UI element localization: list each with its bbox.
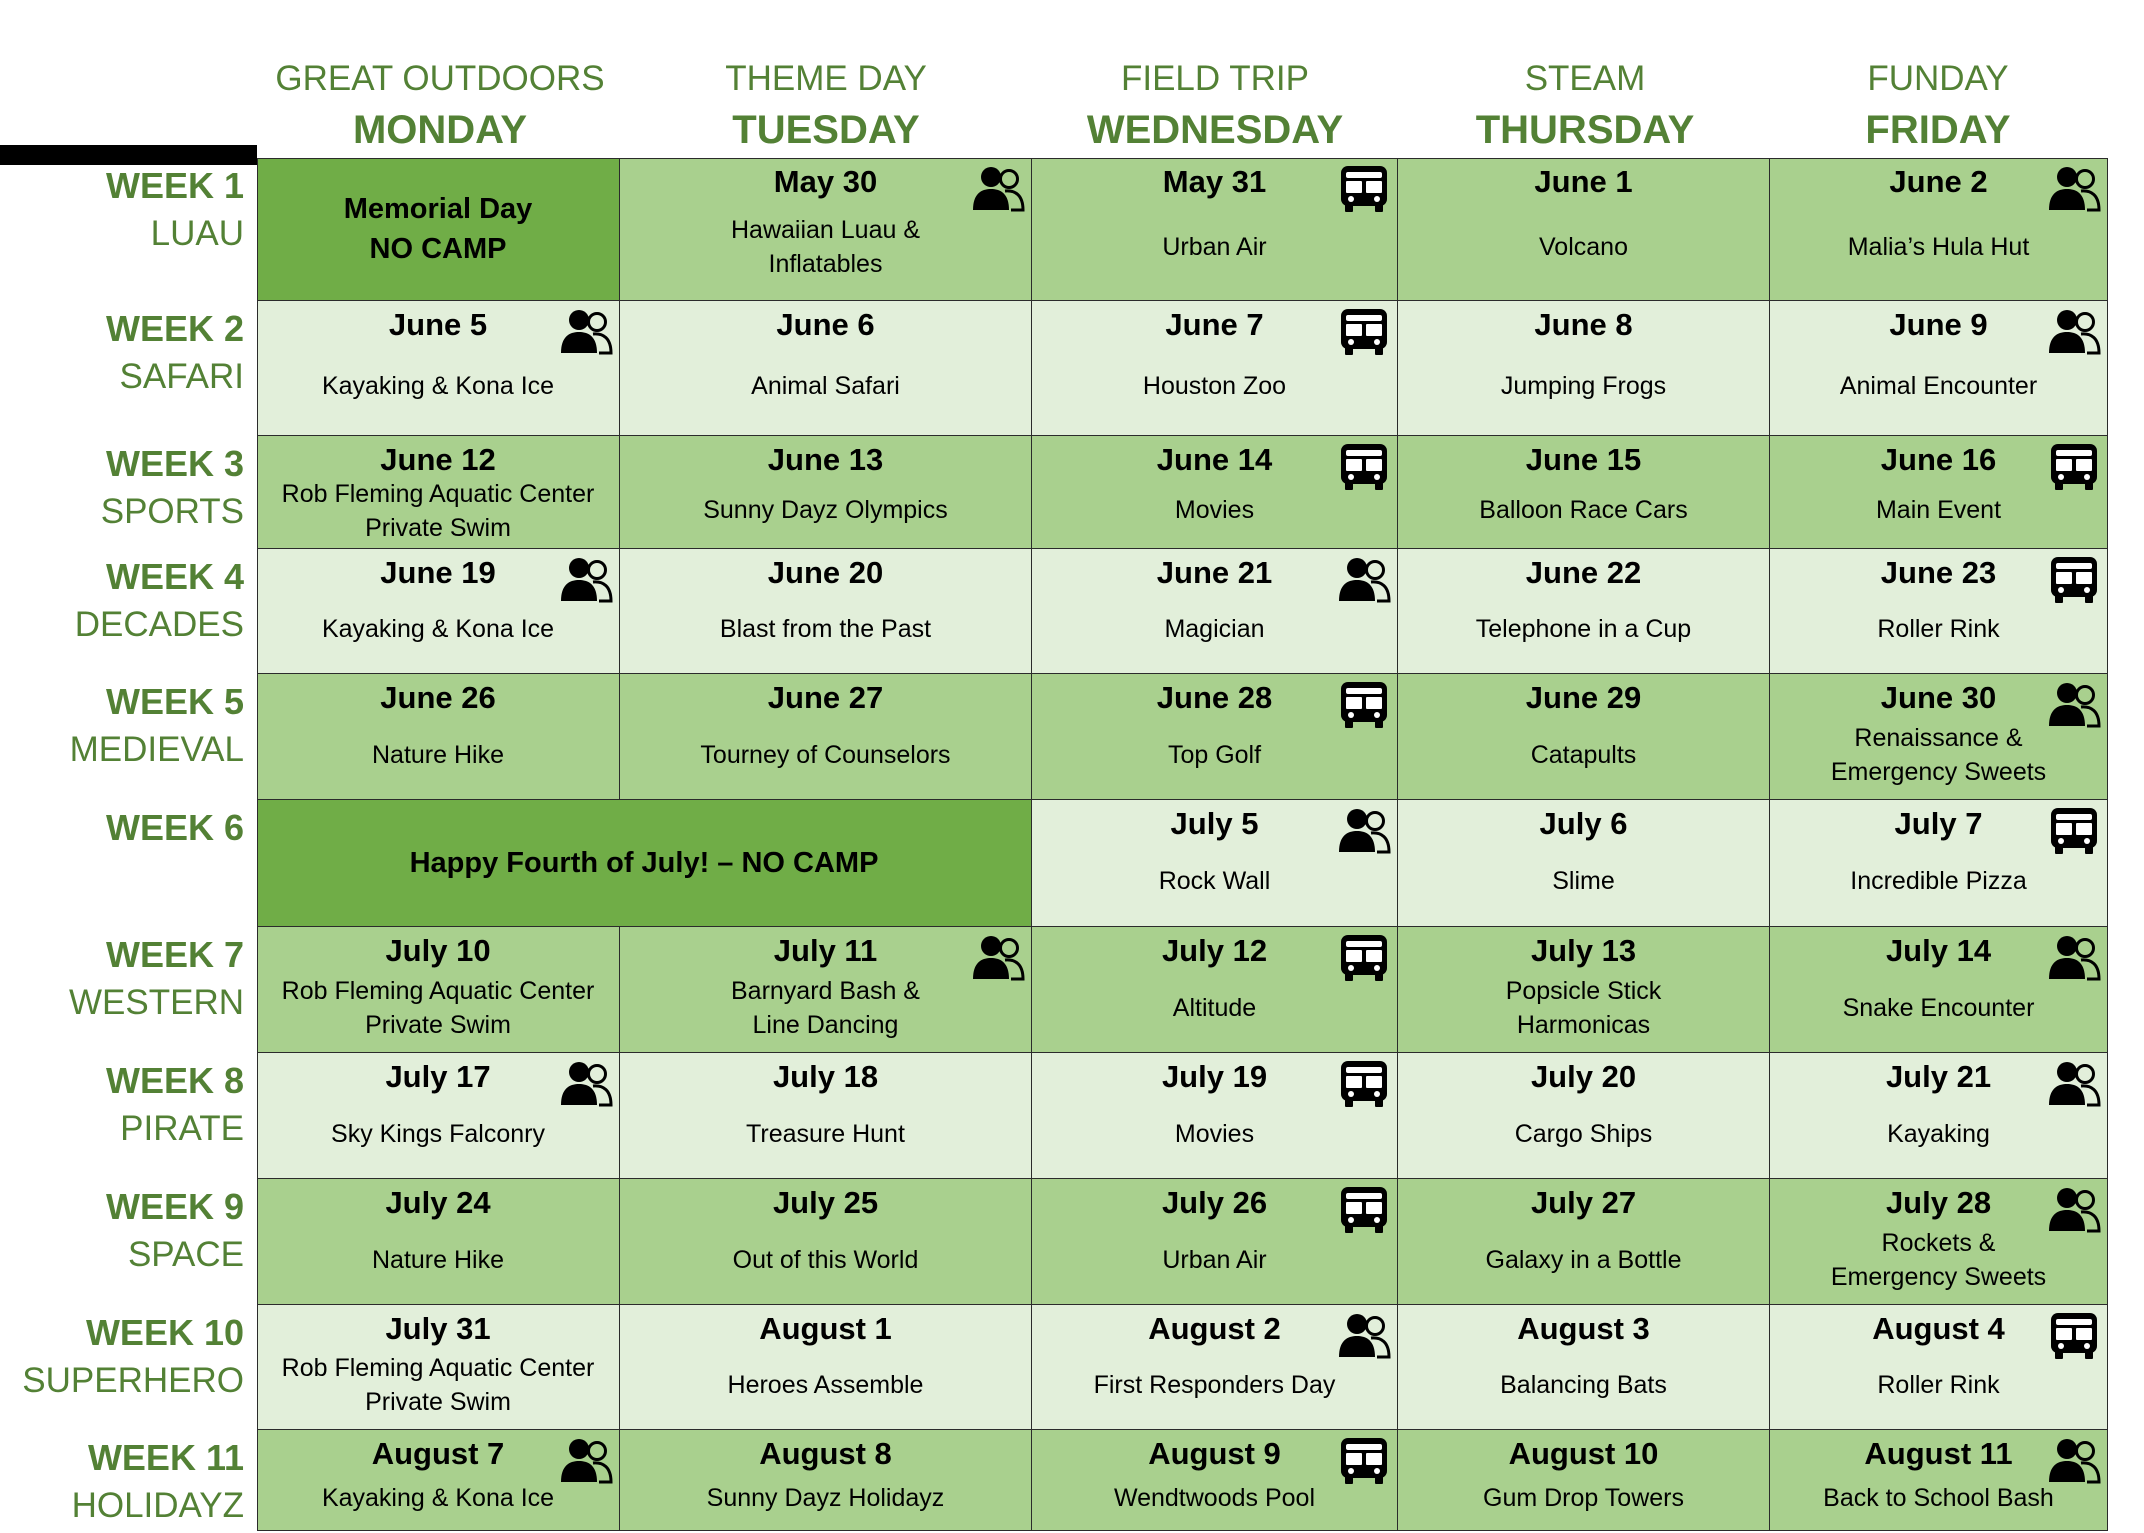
week-theme: LUAU	[150, 214, 244, 253]
day-cell	[1398, 1053, 1770, 1179]
cell-date: June 16	[1880, 442, 1997, 477]
day-name-label: MONDAY	[352, 108, 528, 152]
day-cell	[1770, 1430, 2108, 1531]
day-cell	[1398, 674, 1770, 800]
day-cell	[1032, 927, 1398, 1053]
cell-date: June 22	[1525, 555, 1642, 590]
day-cell	[1398, 436, 1770, 549]
day-cell	[1770, 1305, 2108, 1430]
cell-activity: Movies	[1174, 496, 1255, 524]
cell-activity: Out of this World	[732, 1246, 919, 1274]
cell-date: June 20	[767, 555, 884, 590]
cell-date: June 26	[380, 680, 496, 715]
cell-date: July 20	[1530, 1059, 1637, 1094]
week-label-3	[0, 438, 244, 551]
day-cell	[1770, 1053, 2108, 1179]
cell-activity: Renaissance & Emergency Sweets	[1830, 724, 2047, 786]
week-number: WEEK 9	[105, 1186, 244, 1227]
day-cell	[1032, 1305, 1398, 1430]
people-icon	[559, 555, 613, 605]
cell-date: June 14	[1156, 442, 1273, 477]
day-theme-label: FIELD TRIP	[1120, 59, 1309, 98]
cell-activity: Sunny Dayz Olympics	[703, 496, 948, 524]
day-cell	[620, 927, 1032, 1053]
cell-date: July 18	[772, 1059, 879, 1094]
day-cell	[1032, 158, 1398, 301]
day-cell	[620, 1179, 1032, 1305]
day-name-label: WEDNESDAY	[1086, 108, 1344, 152]
cell-activity: Slime	[1552, 867, 1615, 895]
cell-date: July 31	[385, 1311, 491, 1346]
day-header-tuesday	[646, 55, 1006, 160]
week-number: WEEK 8	[105, 1060, 244, 1101]
people-icon	[2047, 1436, 2101, 1486]
cell-activity: Sky Kings Falconry	[331, 1120, 545, 1148]
day-header-wednesday	[1035, 55, 1395, 160]
bus-icon	[1337, 442, 1391, 492]
day-cell	[1770, 549, 2108, 674]
bus-icon	[2047, 806, 2101, 856]
day-theme-label: GREAT OUTDOORS	[275, 59, 605, 98]
cell-activity: Altitude	[1172, 994, 1257, 1022]
day-cell	[257, 436, 620, 549]
bus-icon	[1337, 1185, 1391, 1235]
week-number: WEEK 7	[105, 934, 244, 975]
day-header-friday	[1758, 55, 2118, 160]
day-cell	[620, 1053, 1032, 1179]
no-camp-cell: Memorial Day NO CAMP	[257, 158, 620, 301]
people-icon	[2047, 933, 2101, 983]
cell-activity: Balloon Race Cars	[1479, 496, 1688, 524]
day-cell	[1398, 1305, 1770, 1430]
week-number: WEEK 1	[105, 165, 244, 206]
cell-activity: Hawaiian Luau & Inflatables	[730, 216, 920, 278]
day-header-thursday	[1405, 55, 1765, 160]
day-cell	[257, 1179, 620, 1305]
week-label-7	[0, 929, 244, 1055]
cell-activity: Kayaking & Kona Ice	[321, 1484, 555, 1512]
week-number: WEEK 6	[105, 807, 244, 848]
cell-activity: Roller Rink	[1877, 1371, 2000, 1399]
day-cell	[1398, 158, 1770, 301]
cell-date: July 24	[385, 1185, 491, 1220]
cell-date: June 29	[1525, 680, 1642, 715]
bus-icon	[1337, 933, 1391, 983]
cell-activity: Rob Fleming Aquatic Center Private Swim	[281, 977, 595, 1039]
cell-date: June 21	[1156, 555, 1273, 590]
cell-activity: Volcano	[1539, 233, 1628, 261]
cell-date: June 6	[776, 307, 875, 342]
people-icon	[2047, 1185, 2101, 1235]
cell-activity: Main Event	[1875, 496, 2002, 524]
cell-date: June 19	[380, 555, 496, 590]
day-cell	[1770, 674, 2108, 800]
cell-activity: Barnyard Bash & Line Dancing	[730, 977, 920, 1039]
cell-date: June 1	[1534, 164, 1633, 199]
week-label-11	[0, 1432, 244, 1533]
week-theme: HOLIDAYZ	[71, 1486, 244, 1525]
day-cell	[1032, 549, 1398, 674]
week-label-8	[0, 1055, 244, 1181]
cell-date: June 27	[767, 680, 884, 715]
day-theme-label: THEME DAY	[725, 59, 927, 98]
week-theme: MEDIEVAL	[69, 730, 244, 769]
week-label-1	[0, 160, 244, 303]
cell-activity: Rob Fleming Aquatic Center Private Swim	[281, 480, 595, 542]
cell-date: July 19	[1161, 1059, 1268, 1094]
cell-date: May 31	[1162, 164, 1267, 199]
day-cell	[257, 301, 620, 436]
day-cell	[620, 158, 1032, 301]
week-number: WEEK 2	[105, 308, 244, 349]
people-icon	[971, 933, 1025, 983]
people-icon	[559, 1436, 613, 1486]
cell-activity: Rob Fleming Aquatic Center Private Swim	[281, 1354, 595, 1416]
bus-icon	[2047, 1311, 2101, 1361]
cell-activity: Gum Drop Towers	[1483, 1484, 1684, 1512]
cell-date: June 15	[1525, 442, 1642, 477]
day-cell	[1032, 301, 1398, 436]
cell-date: June 28	[1156, 680, 1273, 715]
day-cell	[1770, 800, 2108, 927]
cell-activity: Nature Hike	[372, 1246, 504, 1274]
day-theme-label: STEAM	[1524, 59, 1646, 98]
day-cell	[1770, 301, 2108, 436]
cell-activity: Kayaking & Kona Ice	[321, 615, 555, 643]
people-icon	[1337, 1311, 1391, 1361]
people-icon	[2047, 680, 2101, 730]
cell-date: July 14	[1885, 933, 1992, 968]
day-cell	[1032, 674, 1398, 800]
bus-icon	[1337, 1436, 1391, 1486]
day-cell	[620, 301, 1032, 436]
cell-date: June 9	[1889, 307, 1988, 342]
cell-activity: Roller Rink	[1877, 615, 2000, 643]
cell-date: July 11	[773, 933, 878, 968]
cell-activity: Sunny Dayz Holidayz	[706, 1484, 945, 1512]
day-cell	[1032, 1430, 1398, 1531]
cell-date: June 12	[380, 442, 496, 477]
day-cell	[1770, 158, 2108, 301]
day-name-label: FRIDAY	[1865, 108, 2011, 152]
cell-activity: Kayaking & Kona Ice	[321, 372, 555, 400]
cell-activity: Top Golf	[1167, 741, 1262, 769]
bus-icon	[2047, 555, 2101, 605]
day-cell	[257, 1305, 620, 1430]
day-cell	[257, 1053, 620, 1179]
day-cell	[1032, 1179, 1398, 1305]
week-theme: PIRATE	[120, 1109, 244, 1148]
cell-activity: First Responders Day	[1093, 1371, 1336, 1399]
cell-activity: Back to School Bash	[1823, 1484, 2054, 1512]
day-cell	[1032, 800, 1398, 927]
day-theme-label: FUNDAY	[1867, 59, 2009, 98]
cell-activity: Popsicle Stick Harmonicas	[1505, 977, 1662, 1039]
day-name-label: THURSDAY	[1475, 108, 1695, 152]
cell-date: June 13	[767, 442, 884, 477]
cell-activity: Tourney of Counselors	[700, 741, 951, 769]
day-name-label: TUESDAY	[732, 108, 920, 152]
week-number: WEEK 10	[85, 1312, 244, 1353]
people-icon	[559, 307, 613, 357]
cell-activity: Treasure Hunt	[746, 1120, 905, 1148]
week-number: WEEK 11	[87, 1437, 244, 1478]
bus-icon	[1337, 1059, 1391, 1109]
cell-date: August 1	[759, 1311, 892, 1346]
cell-activity: Telephone in a Cup	[1475, 615, 1692, 643]
day-cell	[1398, 1179, 1770, 1305]
day-cell	[1770, 927, 2108, 1053]
day-cell	[1398, 927, 1770, 1053]
week-number: WEEK 3	[105, 443, 244, 484]
bus-icon	[1337, 307, 1391, 357]
cell-date: June 5	[388, 307, 488, 342]
week-label-10	[0, 1307, 244, 1432]
cell-date: July 12	[1161, 933, 1268, 968]
day-cell	[620, 1430, 1032, 1531]
cell-activity: Animal Safari	[751, 372, 900, 400]
week-label-6	[0, 802, 244, 929]
cell-activity: Animal Encounter	[1839, 372, 2038, 400]
week-number: WEEK 5	[105, 681, 244, 722]
cell-date: July 17	[385, 1059, 491, 1094]
cell-activity: Balancing Bats	[1500, 1371, 1667, 1399]
cell-date: July 28	[1885, 1185, 1992, 1220]
day-cell	[620, 436, 1032, 549]
cell-date: July 10	[385, 933, 491, 968]
day-cell	[1398, 800, 1770, 927]
cell-activity: Urban Air	[1162, 233, 1267, 261]
cell-date: July 27	[1530, 1185, 1637, 1220]
cell-date: August 11	[1864, 1436, 2013, 1471]
cell-date: August 8	[759, 1436, 892, 1471]
no-camp-cell: Happy Fourth of July! – NO CAMP	[257, 800, 1032, 927]
cell-activity: Malia’s Hula Hut	[1847, 233, 2030, 261]
cell-activity: Wendtwoods Pool	[1113, 1484, 1316, 1512]
week-theme: WESTERN	[69, 983, 244, 1022]
cell-activity: Movies	[1174, 1120, 1255, 1148]
cell-date: July 25	[772, 1185, 879, 1220]
week-theme: DECADES	[74, 605, 244, 644]
cell-activity: Jumping Frogs	[1500, 372, 1667, 400]
week-label-2	[0, 303, 244, 438]
cell-date: July 6	[1539, 806, 1628, 841]
people-icon	[1337, 555, 1391, 605]
day-cell	[257, 1430, 620, 1531]
cell-date: June 8	[1534, 307, 1633, 342]
cell-date: June 7	[1165, 307, 1264, 342]
cell-date: June 2	[1889, 164, 1988, 199]
cell-date: July 7	[1894, 806, 1983, 841]
week-theme: SPORTS	[100, 492, 244, 531]
cell-activity: Houston Zoo	[1142, 372, 1287, 400]
people-icon	[2047, 1059, 2101, 1109]
cell-date: August 4	[1872, 1311, 2005, 1346]
cell-date: August 10	[1508, 1436, 1659, 1471]
day-cell	[257, 927, 620, 1053]
day-cell	[257, 674, 620, 800]
week-theme: SAFARI	[119, 357, 244, 396]
day-cell	[1770, 436, 2108, 549]
week-theme: SPACE	[127, 1235, 244, 1274]
day-cell	[620, 1305, 1032, 1430]
cell-activity: Rockets & Emergency Sweets	[1830, 1229, 2047, 1291]
cell-date: July 5	[1170, 806, 1259, 841]
people-icon	[2047, 307, 2101, 357]
cell-date: August 7	[371, 1436, 505, 1471]
cell-activity: Kayaking	[1887, 1120, 1990, 1148]
cell-date: June 23	[1880, 555, 1997, 590]
week-label-4	[0, 551, 244, 676]
week-theme: SUPERHERO	[22, 1361, 244, 1400]
people-icon	[559, 1059, 613, 1109]
cell-date: May 30	[773, 164, 878, 199]
week-label-5	[0, 676, 244, 802]
cell-date: August 3	[1517, 1311, 1650, 1346]
cell-date: July 21	[1885, 1059, 1992, 1094]
cell-date: August 9	[1148, 1436, 1281, 1471]
day-cell	[620, 674, 1032, 800]
day-cell	[1032, 436, 1398, 549]
day-cell	[1770, 1179, 2108, 1305]
bus-icon	[1337, 164, 1391, 214]
cell-activity: Nature Hike	[372, 741, 504, 769]
cell-activity: Magician	[1164, 615, 1265, 643]
day-cell	[1032, 1053, 1398, 1179]
cell-activity: Urban Air	[1162, 1246, 1267, 1274]
day-cell	[620, 549, 1032, 674]
day-cell	[1398, 1430, 1770, 1531]
cell-date: July 13	[1530, 933, 1637, 968]
day-cell	[1398, 549, 1770, 674]
cell-activity: Cargo Ships	[1514, 1120, 1653, 1148]
cell-activity: Rock Wall	[1158, 867, 1271, 895]
week-label-9	[0, 1181, 244, 1307]
bus-icon	[1337, 680, 1391, 730]
cell-activity: Heroes Assemble	[727, 1371, 924, 1399]
cell-activity: Snake Encounter	[1842, 994, 2035, 1022]
day-cell	[257, 549, 620, 674]
people-icon	[1337, 806, 1391, 856]
bus-icon	[2047, 442, 2101, 492]
cell-activity: Galaxy in a Bottle	[1485, 1246, 1682, 1274]
cell-activity: Blast from the Past	[719, 615, 932, 643]
people-icon	[971, 164, 1025, 214]
cell-date: June 30	[1880, 680, 1997, 715]
people-icon	[2047, 164, 2101, 214]
cell-date: July 26	[1161, 1185, 1268, 1220]
week-number: WEEK 4	[105, 556, 244, 597]
cell-date: August 2	[1148, 1311, 1281, 1346]
day-cell	[1398, 301, 1770, 436]
cell-activity: Catapults	[1530, 741, 1637, 769]
day-header-monday	[260, 55, 620, 160]
cell-activity: Incredible Pizza	[1850, 867, 2027, 895]
